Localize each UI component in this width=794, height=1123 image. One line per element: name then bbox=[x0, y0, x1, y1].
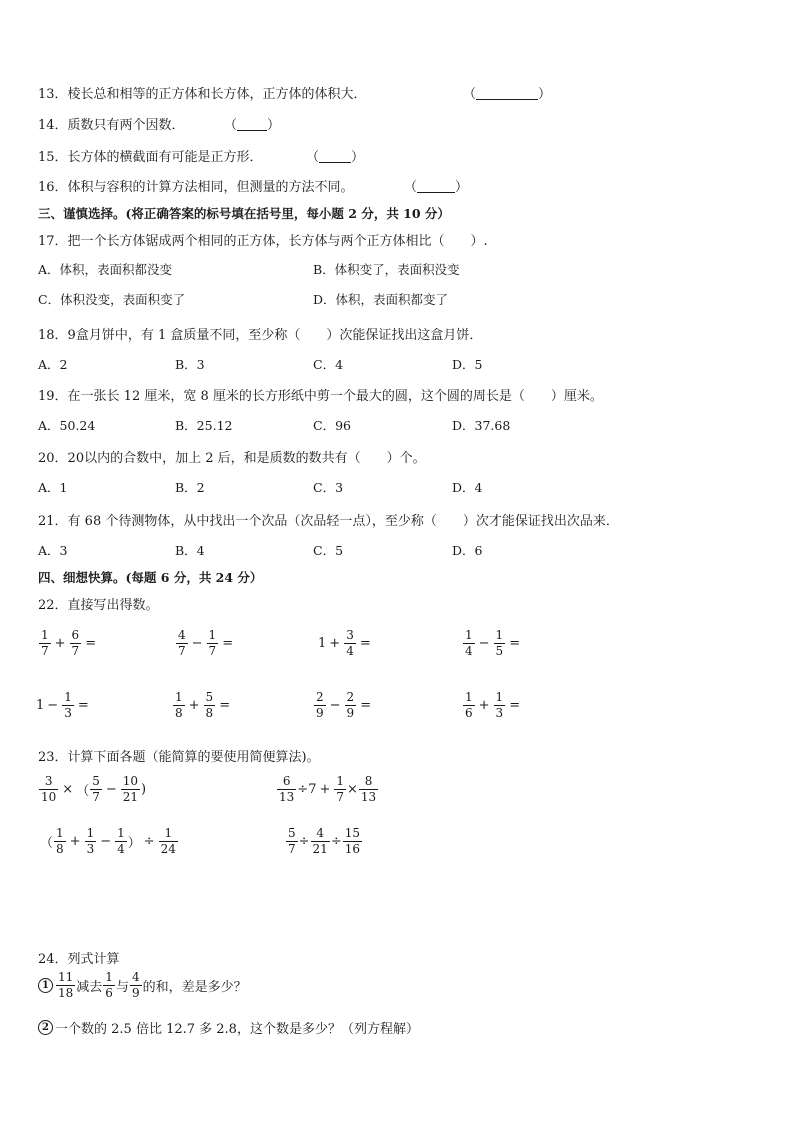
q22-expr-8: $\frac{1}{6}$ + $\frac{1}{3}$ = bbox=[465, 690, 521, 720]
fraction: $\frac{4}{21}$ bbox=[312, 826, 328, 856]
q23-expr-1: $\frac{3}{10}$ × （ $\frac{5}{7}$ − $\frac{10}{21}$ ) bbox=[41, 774, 147, 804]
q23-expr-3: （ $\frac{1}{8}$ + $\frac{1}{3}$ − $\frac{1}{4}$ ） ÷ $\frac{1}{24}$ bbox=[40, 826, 176, 856]
q18-option-d[interactable]: D．5 bbox=[452, 357, 483, 372]
question-16-text: 16．体积与容积的计算方法相同，但测量的方法不同。 bbox=[38, 180, 354, 195]
q22-expr-6: $\frac{1}{8}$ + $\frac{5}{8}$ = bbox=[175, 690, 231, 720]
fraction: $\frac{1}{7}$ bbox=[336, 774, 345, 804]
fraction: $\frac{1}{4}$ bbox=[117, 826, 125, 856]
q17-option-d[interactable]: D．体积，表面积都变了 bbox=[313, 292, 449, 307]
question-21: 21．有 68 个待测物体，从中找出一个次品（次品轻一点），至少称（ ）次才能保证找出次品来． bbox=[38, 514, 619, 529]
q18-option-a[interactable]: A．2 bbox=[38, 357, 68, 372]
question-19: 19．在一张长 12 厘米，宽 8 厘米的长方形纸中剪一个最大的圆，这个圆的周长是（ ）厘米。 bbox=[38, 389, 603, 404]
fraction: $\frac{5}{8}$ bbox=[205, 690, 214, 720]
section-4-heading: 四、细想快算。(每题 6 分，共 24 分） bbox=[38, 570, 263, 585]
fraction: $\frac{10}{21}$ bbox=[122, 774, 139, 804]
q23-expr-4: $\frac{5}{7}$ ÷ $\frac{4}{21}$ ÷ $\frac{15}{16}$ bbox=[288, 826, 361, 856]
fraction: $\frac{15}{16}$ bbox=[344, 826, 361, 856]
circled-number: 1 bbox=[38, 978, 53, 993]
fraction: $\frac{1}{5}$ bbox=[495, 628, 504, 658]
q20-option-a[interactable]: A．1 bbox=[38, 480, 68, 495]
answer-blank-13[interactable]: （ ） bbox=[463, 87, 552, 102]
q19-option-a[interactable]: A．50.24 bbox=[38, 418, 96, 433]
fraction: $\frac{1}{24}$ bbox=[160, 826, 176, 856]
q21-option-d[interactable]: D．6 bbox=[452, 543, 483, 558]
fraction: $\frac{5}{7}$ bbox=[92, 774, 100, 804]
fraction: $\frac{1}{6}$ bbox=[465, 690, 473, 720]
q22-expr-3: 1 + $\frac{3}{4}$ = bbox=[318, 628, 371, 658]
question-18: 18．9盒月饼中，有 1 盒质量不同，至少称（ ）次能保证找出这盒月饼． bbox=[38, 328, 483, 343]
fraction: $\frac{1}{7}$ bbox=[208, 628, 217, 658]
fraction: $\frac{1}{3}$ bbox=[64, 690, 72, 720]
question-13-text: 13．棱长总和相等的正方体和长方体，正方体的体积大． bbox=[38, 87, 367, 102]
question-24: 24．列式计算 bbox=[38, 952, 120, 967]
question-17: 17．把一个长方体锯成两个相同的正方体，长方体与两个正方体相比（ ）. bbox=[38, 234, 488, 249]
q22-expr-5: 1 − $\frac{1}{3}$ = bbox=[36, 690, 89, 720]
q20-option-d[interactable]: D．4 bbox=[452, 480, 483, 495]
q18-option-b[interactable]: B．3 bbox=[175, 357, 205, 372]
question-15 bbox=[38, 146, 263, 165]
circled-number: 2 bbox=[38, 1020, 53, 1035]
fraction: $\frac{3}{10}$ bbox=[41, 774, 57, 804]
q22-expr-2: $\frac{4}{7}$ − $\frac{1}{7}$ = bbox=[178, 628, 234, 658]
section-3-heading: 三、谨慎选择。(将正确答案的标号填在括号里，每小题 2 分，共 10 分） bbox=[38, 206, 450, 221]
q20-option-b[interactable]: B．2 bbox=[175, 480, 205, 495]
fraction: $\frac{1}{8}$ bbox=[175, 690, 183, 720]
fraction: $\frac{5}{7}$ bbox=[288, 826, 296, 856]
answer-blank-15[interactable]: （ ） bbox=[306, 150, 365, 165]
question-22: 22．直接写出得数。 bbox=[38, 598, 159, 613]
q21-option-b[interactable]: B．4 bbox=[175, 543, 205, 558]
fraction: $\frac{4}{7}$ bbox=[178, 628, 186, 658]
fraction: $\frac{3}{4}$ bbox=[346, 628, 354, 658]
q17-option-b[interactable]: B．体积变了，表面积没变 bbox=[313, 262, 460, 277]
fraction: $\frac{6}{13}$ bbox=[279, 774, 295, 804]
question-14 bbox=[38, 114, 185, 133]
q22-expr-4: $\frac{1}{4}$ − $\frac{1}{5}$ = bbox=[465, 628, 521, 658]
q24-part-1: 1 $\frac{11}{18}$ 减去 $\frac{1}{6}$ 与 $\frac{4}{9}$ 的和，差是多少？ bbox=[38, 970, 247, 1001]
fraction: $\frac{1}{3}$ bbox=[495, 690, 504, 720]
fraction: $\frac{2}{9}$ bbox=[316, 690, 324, 720]
fraction: $\frac{1}{3}$ bbox=[86, 826, 95, 856]
question-14-text: 14．质数只有两个因数． bbox=[38, 118, 185, 133]
q21-option-c[interactable]: C．5 bbox=[313, 543, 344, 558]
q20-option-c[interactable]: C．3 bbox=[313, 480, 344, 495]
answer-blank-16[interactable]: （ ） bbox=[404, 180, 469, 195]
fraction: $\frac{1}{6}$ bbox=[105, 970, 113, 1000]
fraction: $\frac{1}{8}$ bbox=[56, 826, 64, 856]
fraction: $\frac{1}{4}$ bbox=[465, 628, 473, 658]
q19-option-d[interactable]: D．37.68 bbox=[452, 418, 511, 433]
question-13 bbox=[38, 83, 367, 102]
question-16 bbox=[38, 176, 354, 195]
fraction: $\frac{8}{13}$ bbox=[360, 774, 377, 804]
fraction: $\frac{6}{7}$ bbox=[71, 628, 80, 658]
question-15-text: 15．长方体的横截面有可能是正方形． bbox=[38, 150, 263, 165]
fraction: $\frac{1}{7}$ bbox=[41, 628, 49, 658]
q17-option-c[interactable]: C．体积没变，表面积变了 bbox=[38, 292, 186, 307]
fraction: $\frac{2}{9}$ bbox=[346, 690, 355, 720]
q19-option-c[interactable]: C．96 bbox=[313, 418, 351, 433]
q19-option-b[interactable]: B．25.12 bbox=[175, 418, 233, 433]
q23-expr-2: $\frac{6}{13}$ ÷ 7 + $\frac{1}{7}$ × $\frac{8}{13}$ bbox=[279, 774, 377, 804]
answer-blank-14[interactable]: （ ） bbox=[224, 118, 281, 133]
q24-part-2: 2 一个数的 2.5 倍比 12.7 多 2.8，这个数是多少？（列方程解） bbox=[38, 1018, 419, 1037]
fraction: $\frac{11}{18}$ bbox=[58, 970, 74, 1000]
q17-option-a[interactable]: A．体积，表面积都没变 bbox=[38, 262, 173, 277]
fraction: $\frac{4}{9}$ bbox=[131, 970, 140, 1000]
q21-option-a[interactable]: A．3 bbox=[38, 543, 68, 558]
q22-expr-1: $\frac{1}{7}$ + $\frac{6}{7}$ = bbox=[41, 628, 97, 658]
q22-expr-7: $\frac{2}{9}$ − $\frac{2}{9}$ = bbox=[316, 690, 372, 720]
question-20: 20．20以内的合数中，加上 2 后，和是质数的数共有（ ）个。 bbox=[38, 451, 426, 466]
q18-option-c[interactable]: C．4 bbox=[313, 357, 344, 372]
question-23: 23．计算下面各题（能简算的要使用简便算法)。 bbox=[38, 750, 320, 765]
